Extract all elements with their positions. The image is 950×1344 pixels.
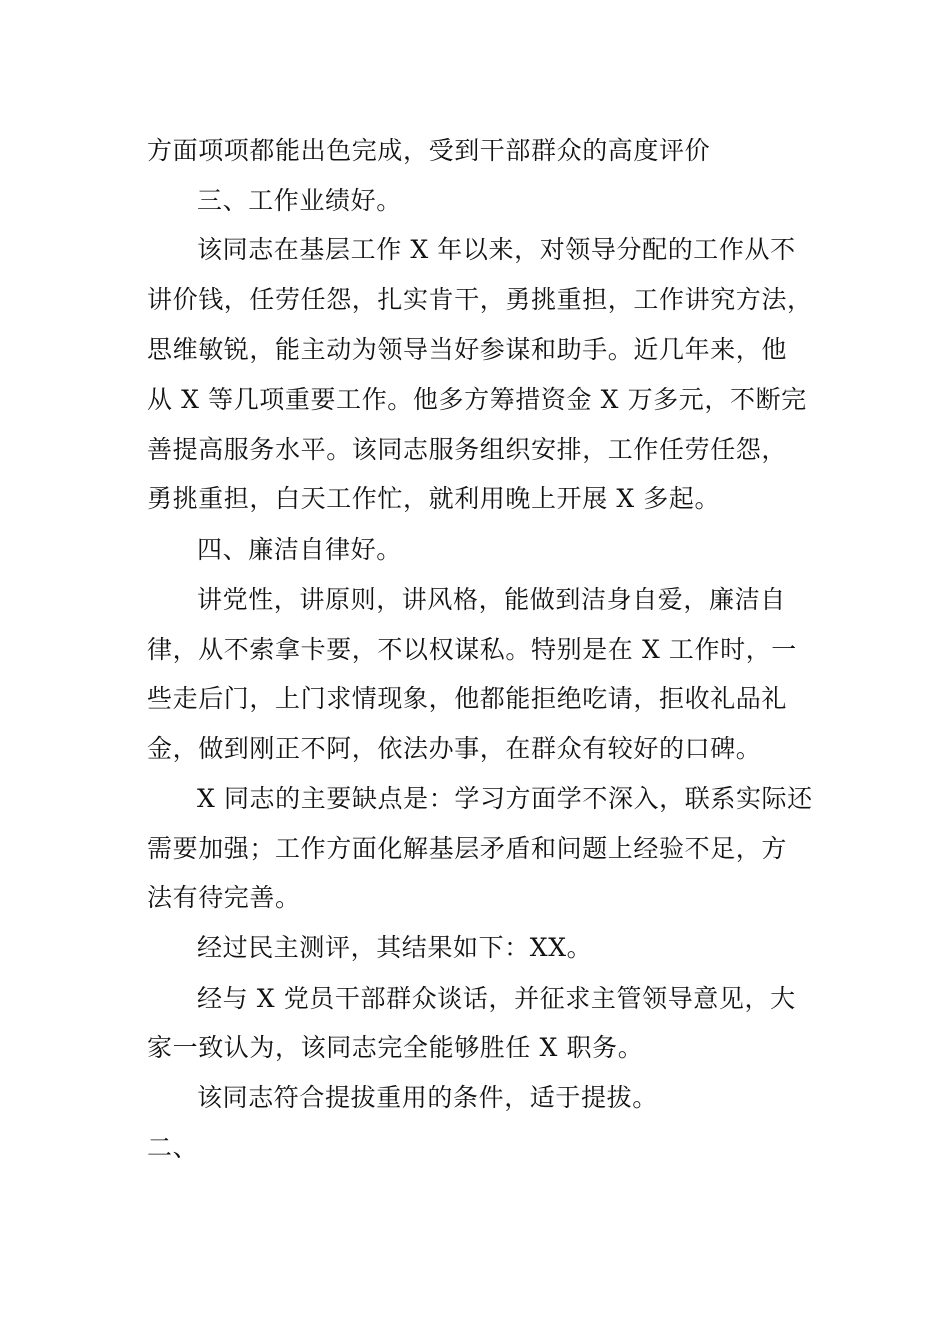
paragraph-line: 勇挑重担，白天工作忙，就利用晚上开展 X 多起。 bbox=[147, 484, 721, 513]
section-number-2: 二、 bbox=[147, 1133, 199, 1162]
paragraph-line: X 同志的主要缺点是：学习方面学不深入，联系实际还 bbox=[197, 784, 813, 813]
paragraph-line: 律，从不索拿卡要，不以权谋私。特别是在 X 工作时，一 bbox=[147, 635, 797, 664]
paragraph-line: 该同志符合提拔重用的条件，适于提拔。 bbox=[197, 1083, 658, 1112]
paragraph-line: 讲价钱，任劳任怨，扎实肯干，勇挑重担，工作讲究方法， bbox=[147, 285, 813, 314]
paragraph-line: 从 X 等几项重要工作。他多方筹措资金 X 万多元，不断完 bbox=[147, 385, 807, 414]
paragraph-line: 家一致认为，该同志完全能够胜任 X 职务。 bbox=[147, 1033, 644, 1062]
section-heading-3: 三、工作业绩好。 bbox=[197, 186, 402, 215]
paragraph-line: 些走后门，上门求情现象，他都能拒绝吃请，拒收礼品礼 bbox=[147, 684, 788, 713]
paragraph-line: 讲党性，讲原则，讲风格，能做到洁身自爱，廉洁自 bbox=[197, 585, 786, 614]
paragraph-line: 经过民主测评，其结果如下：XX。 bbox=[197, 933, 593, 962]
paragraph-line: 善提高服务水平。该同志服务组织安排，工作任劳任怨， bbox=[147, 435, 788, 464]
paragraph-line: 该同志在基层工作 X 年以来，对领导分配的工作从不 bbox=[197, 235, 796, 264]
paragraph-line: 方面项项都能出色完成，受到干部群众的高度评价 bbox=[147, 136, 711, 165]
paragraph-line: 金，做到刚正不阿，依法办事，在群众有较好的口碑。 bbox=[147, 734, 762, 763]
paragraph-line: 思维敏锐，能主动为领导当好参谋和助手。近几年来，他 bbox=[147, 335, 788, 364]
paragraph-line: 法有待完善。 bbox=[147, 883, 301, 912]
paragraph-line: 需要加强；工作方面化解基层矛盾和问题上经验不足，方 bbox=[147, 834, 788, 863]
section-heading-4: 四、廉洁自律好。 bbox=[197, 535, 402, 564]
paragraph-line: 经与 X 党员干部群众谈话，并征求主管领导意见，大 bbox=[197, 984, 796, 1013]
